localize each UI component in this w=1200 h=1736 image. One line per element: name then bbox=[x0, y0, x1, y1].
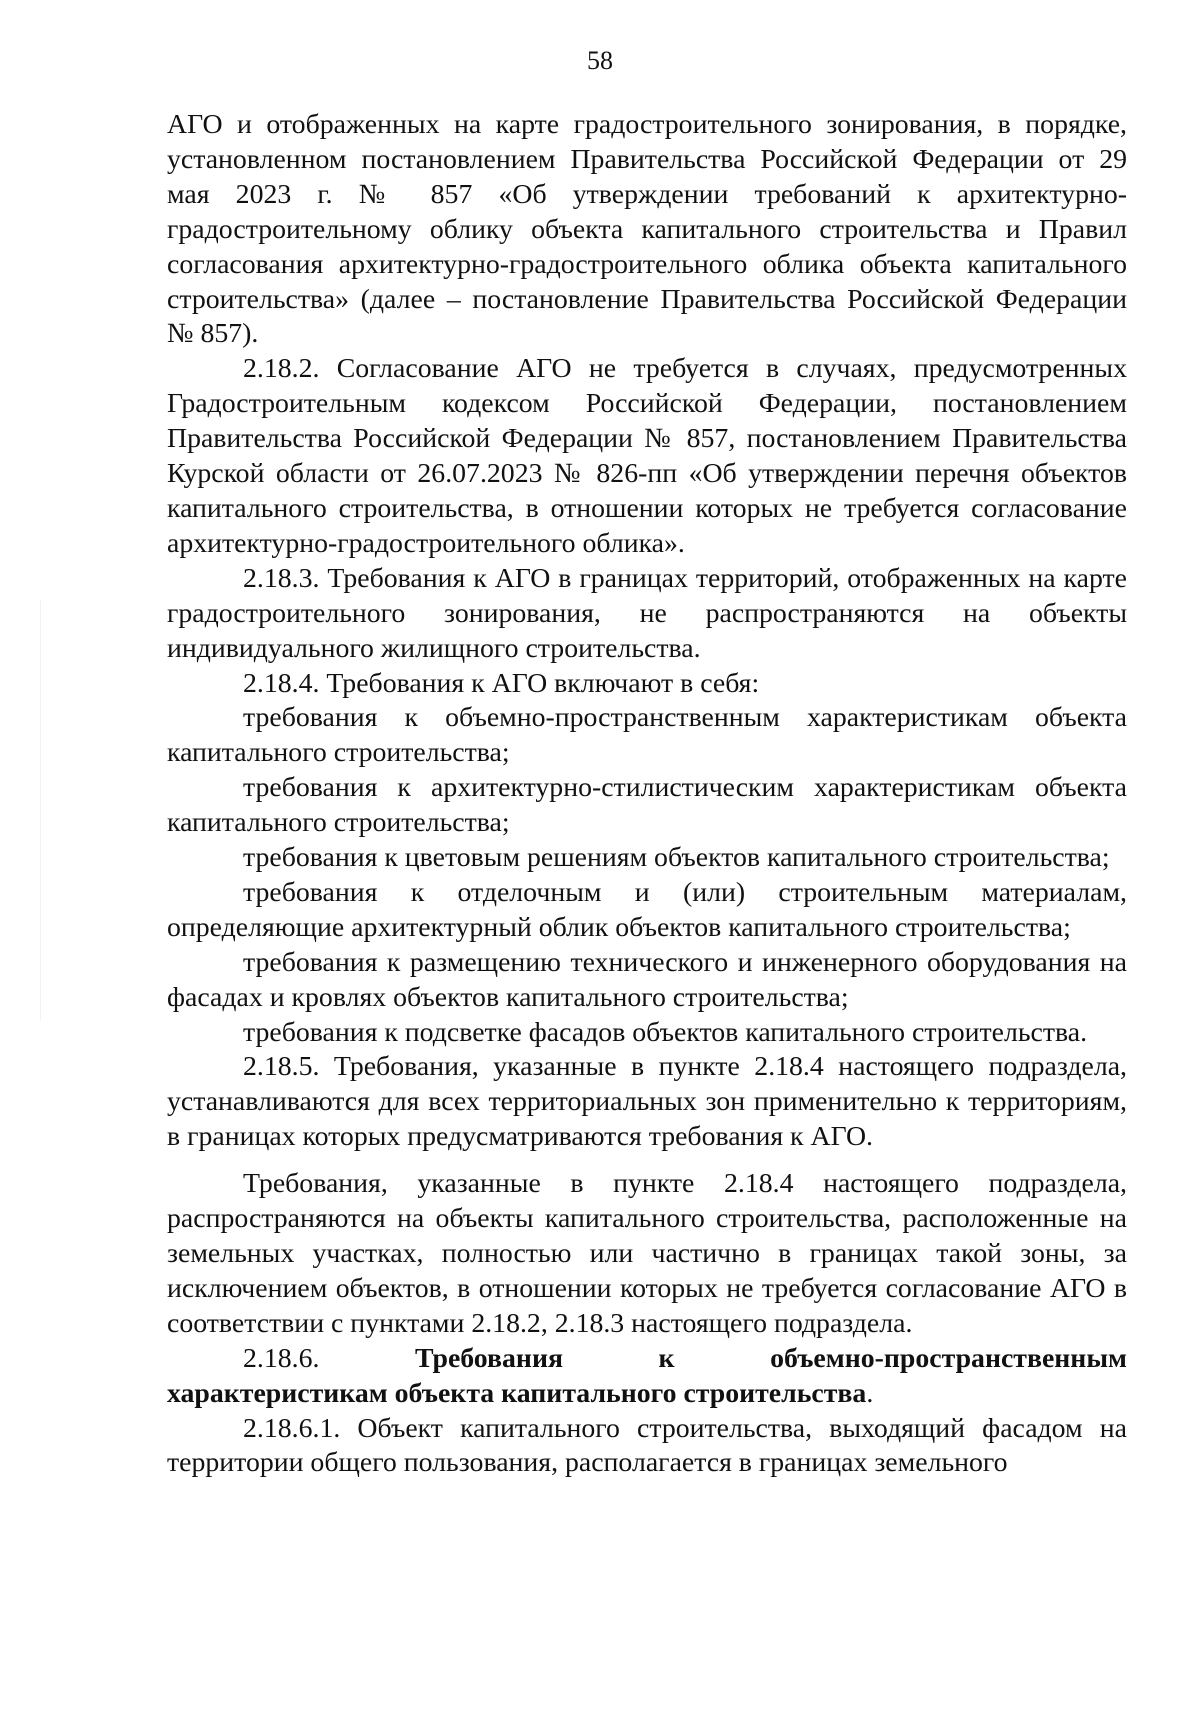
list-item-equipment-placement: требования к размещению технического и инженерного оборудования на фасадах и кровлях объектов капитального строительства; bbox=[167, 946, 1127, 1013]
heading-number: 2.18.6. bbox=[243, 1342, 320, 1374]
list-item-facade-lighting: требования к подсветке фасадов объектов капитального строительства. bbox=[243, 1016, 1088, 1048]
list-item-color-solutions: требования к цветовым решениям объектов капитального строительства; bbox=[243, 842, 1110, 874]
paragraph-2-18-3: 2.18.3. Требования к АГО в границах территорий, отображенных на карте градостроительного зонирования, не распространяются на объекты индивидуального жилищного строительства. bbox=[167, 562, 1127, 664]
scan-artifact-line bbox=[40, 600, 41, 1020]
section-heading-line-2 bbox=[167, 1377, 1127, 1412]
document-body bbox=[167, 108, 1127, 1481]
paragraph-2-18-4: 2.18.4. Требования к АГО включают в себя: bbox=[243, 667, 760, 699]
paragraph-2-18-6-1: 2.18.6.1. Объект капитального строительства, выходящий фасадом на территории общего пользования, располагается в границах земельного bbox=[167, 1412, 1127, 1479]
section-heading-2-18-6 bbox=[167, 1342, 1127, 1377]
heading-period: . bbox=[866, 1377, 874, 1409]
paragraph-2-18-5-continued: Требования, указанные в пункте 2.18.4 настоящего подраздела, распространяются на объекты капитального строительства, расположенные на земельных участках, полностью или частично в границах такой зоны, за исключением объектов, в отношении которых не требуется согласование АГО в соответствии с пунктами 2.18.2, 2.18.3 настоящего подраздела. bbox=[167, 1168, 1127, 1339]
heading-line-2-text: характеристикам объекта капитального строительства bbox=[167, 1377, 867, 1409]
paragraph-continuation: АГО и отображенных на карте градостроительного зонирования, в порядке, установленном постановлением Правительства Российской Федерации от 29 мая 2023 г. № 857 «Об утверждении требований к архитектурно-градостроительному облику объекта капитального строительства и Правил согласования архитектурно-градостроительного облика объекта капитального строительства» (далее – постановление Правительства Российской Федерации № 857). bbox=[167, 109, 1127, 350]
list-item-architectural-stylistic: требования к архитектурно-стилистическим характеристикам объекта капитального строительства; bbox=[167, 772, 1127, 839]
paragraph-2-18-2: 2.18.2. Согласование АГО не требуется в случаях, предусмотренных Градостроительным кодексом Российской Федерации, постановлением Правительства Российской Федерации № 857, постановлением Правительства Курской области от 26.07.2023 № 826-пп «Об утверждении перечня объектов капитального строительства, в отношении которых не требуется согласование архитектурно-градостроительного облика». bbox=[167, 353, 1127, 559]
page-number: 58 bbox=[587, 46, 613, 75]
heading-word-requirements: Требования bbox=[415, 1342, 563, 1374]
heading-word-to: к bbox=[658, 1342, 675, 1374]
list-item-volume-spatial: требования к объемно-пространственным характеристикам объекта капитального строительства; bbox=[167, 702, 1127, 769]
paragraph-2-18-5: 2.18.5. Требования, указанные в пункте 2.18.4 настоящего подраздела, устанавливаются для всех территориальных зон применительно к территориям, в границах которых предусматриваются требования к АГО. bbox=[167, 1051, 1127, 1153]
heading-word-volume-spatial: объемно-пространственным bbox=[770, 1342, 1127, 1374]
list-item-finishing-materials: требования к отделочным и (или) строительным материалам, определяющие архитектурный облик объектов капитального строительства; bbox=[167, 876, 1127, 943]
